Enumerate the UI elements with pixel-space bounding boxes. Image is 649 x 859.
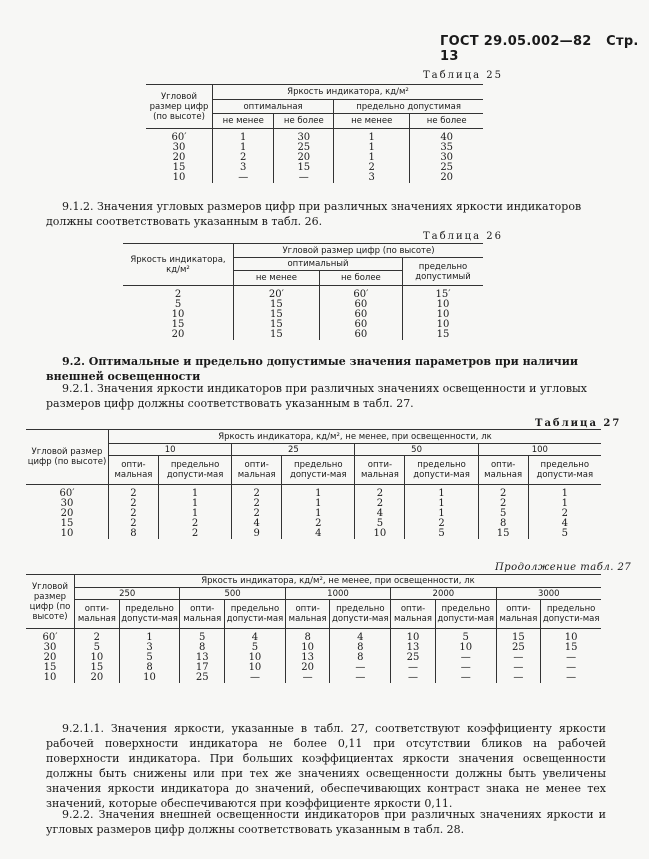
table27c-level: 3000 (496, 588, 601, 600)
table26-sub2: предельно допустимый (403, 258, 484, 286)
pred-header: предельно допусти-мая (119, 600, 180, 629)
table-row (26, 509, 601, 519)
table-cell: 1 (158, 499, 231, 509)
page-header (440, 34, 649, 64)
table-cell: 30 (274, 133, 334, 143)
table26-sub1: оптимальный (234, 258, 403, 271)
table-cell: 5 (225, 643, 286, 653)
table-cell: — (330, 673, 391, 683)
table-cell: 30 (410, 153, 483, 163)
table-cell: — (496, 653, 541, 663)
table-cell: 15 (75, 663, 120, 673)
table-cell: 2 (109, 509, 159, 519)
table-cell: — (213, 173, 274, 183)
table-cell: 10 (225, 663, 286, 673)
table-cell: 5 (355, 519, 405, 529)
table-cell: 5 (435, 633, 496, 643)
table-cell: 3 (213, 163, 274, 173)
table-cell: 10 (285, 643, 330, 653)
table-cell: 1 (334, 153, 410, 163)
row-header-cell: 20 (171, 329, 185, 340)
table-cell: 13 (180, 653, 225, 663)
table-cell: 13 (391, 643, 436, 653)
table-cell: 2 (213, 153, 274, 163)
table-cell: 9 (232, 529, 282, 539)
table-cell: 8 (330, 653, 391, 663)
table-cell: 60 (319, 320, 402, 330)
table25-stub: Угловой размер цифр (по высоте) (146, 85, 213, 129)
table-cell: 10 (435, 643, 496, 653)
table-cell: 5 (119, 653, 180, 663)
table-row (146, 173, 483, 183)
table-27-continued (26, 574, 601, 683)
section-9-2-heading: 9.2. Оптимальные и предельно допустимые значения параметров при наличии внешней освещенности (46, 355, 579, 383)
pred-header: предельно допусти-мая (435, 600, 496, 629)
table-cell: 20 (285, 663, 330, 673)
table-cell: 1 (119, 633, 180, 643)
table-cell: 15′ (403, 290, 484, 300)
table-26 (123, 243, 483, 340)
table26-body (123, 286, 483, 341)
table-cell: 20 (410, 173, 483, 183)
table-cell: 10 (403, 310, 484, 320)
table25-col: не более (410, 114, 483, 129)
table-cell: — (391, 663, 436, 673)
table25-col: не более (274, 114, 334, 129)
table-cell: — (541, 663, 601, 673)
row-header-cell: 60′ (59, 488, 75, 499)
table-cell: 1 (158, 489, 231, 499)
table-cell: 15 (234, 300, 320, 310)
table-cell: — (285, 673, 330, 683)
table-row (26, 499, 601, 509)
table-cell: — (225, 673, 286, 683)
table-cell: 1 (405, 499, 478, 509)
table-cell: 5 (528, 529, 601, 539)
row-header-cell: 20 (172, 152, 186, 163)
table25-col: не менее (213, 114, 274, 129)
table-cell: 5 (478, 509, 528, 519)
table-cell: 15 (234, 320, 320, 330)
table-cell: 8 (478, 519, 528, 529)
table-cell: 4 (330, 633, 391, 643)
opt-header: опти-мальная (285, 600, 330, 629)
table-cell: 60 (319, 300, 402, 310)
table-cell: 2 (109, 489, 159, 499)
pred-header: предельно допусти-мая (528, 456, 601, 485)
table-cell: 25 (410, 163, 483, 173)
table27c-level: 2000 (391, 588, 496, 600)
table-cell: 1 (213, 143, 274, 153)
pred-header: предельно допусти-мая (225, 600, 286, 629)
row-header-cell: 10 (171, 309, 185, 320)
table-cell: 2 (334, 163, 410, 173)
table-cell: — (274, 173, 334, 183)
pred-header: предельно допусти-мая (158, 456, 231, 485)
row-header-cell: 2 (174, 289, 182, 300)
row-header-cell: 5 (174, 299, 182, 310)
doc-code: ГОСТ 29.05.002—82 (440, 34, 592, 49)
table27c-label: Продолжение табл. 27 (495, 562, 632, 573)
table-cell: 40 (410, 133, 483, 143)
table-cell: 15 (541, 643, 601, 653)
table-row (146, 153, 483, 163)
table27-level: 100 (478, 444, 601, 456)
table-cell: 8 (285, 633, 330, 643)
table-cell: — (496, 663, 541, 673)
table-cell: — (496, 673, 541, 683)
table-cell: 1 (405, 509, 478, 519)
table-row (26, 489, 601, 499)
row-header-cell: 10 (43, 672, 57, 683)
table-cell: 1 (158, 509, 231, 519)
table-cell: 1 (334, 133, 410, 143)
table25-label: Таблица 25 (423, 70, 503, 81)
paragraph-9-2-2: 9.2.2. Значения внешней освещенности индикаторов при различных значениях яркости и угловых размеров цифр должны соответствовать указанным в табл. 28. (46, 808, 606, 836)
opt-header: опти-мальная (355, 456, 405, 485)
table-cell: 60 (319, 310, 402, 320)
table-cell: 10 (225, 653, 286, 663)
table-cell: 2 (405, 519, 478, 529)
table-cell: 1 (282, 509, 355, 519)
table-cell: 10 (391, 633, 436, 643)
row-header-cell: 30 (172, 142, 186, 153)
opt-header: опти-мальная (180, 600, 225, 629)
table26-label: Таблица 26 (423, 231, 503, 242)
table-cell: 8 (119, 663, 180, 673)
opt-header: опти-мальная (496, 600, 541, 629)
table-cell: 4 (282, 529, 355, 539)
pred-header: предельно допусти-мая (405, 456, 478, 485)
table-cell: 2 (355, 489, 405, 499)
table-cell: 60′ (319, 290, 402, 300)
table-cell: — (541, 653, 601, 663)
table-cell: 10 (75, 653, 120, 663)
table27c-group: Яркость индикатора, кд/м², не менее, при освещенности, лк (75, 575, 602, 588)
table-row (146, 133, 483, 143)
opt-header: опти-мальная (109, 456, 159, 485)
table-row (26, 673, 601, 683)
table-cell: 2 (158, 529, 231, 539)
table27c-stub: Угловой размер цифр (по высоте) (26, 575, 75, 629)
table27-body (26, 485, 601, 540)
table-cell: 1 (528, 499, 601, 509)
table27-stub: Угловой размер цифр (по высоте) (26, 430, 109, 485)
row-header-cell: 30 (43, 642, 57, 653)
table27-level: 25 (232, 444, 355, 456)
row-header-cell: 60′ (42, 632, 58, 643)
table-cell: 3 (334, 173, 410, 183)
table25-col: не менее (334, 114, 410, 129)
table25-group: Яркость индикатора, кд/м² (213, 85, 484, 100)
table-cell: 4 (225, 633, 286, 643)
row-header-cell: 15 (43, 662, 57, 673)
table-cell: — (541, 673, 601, 683)
table-cell: 4 (232, 519, 282, 529)
table-cell: 2 (528, 509, 601, 519)
table-cell: 15 (496, 633, 541, 643)
table-cell: 4 (528, 519, 601, 529)
table-cell: 15 (478, 529, 528, 539)
table25-sub2: предельно допустимая (334, 100, 483, 114)
table25-body (146, 129, 483, 184)
table-cell: 1 (405, 489, 478, 499)
table-row (26, 519, 601, 529)
table-cell: 5 (75, 643, 120, 653)
table-cell: 2 (232, 509, 282, 519)
table27-group: Яркость индикатора, кд/м², не менее, при освещенности, лк (109, 430, 602, 444)
table-cell: 2 (232, 499, 282, 509)
table-cell: 15 (234, 310, 320, 320)
table-cell: 1 (334, 143, 410, 153)
table-cell: 2 (282, 519, 355, 529)
paragraph-9-2-1-1: 9.2.1.1. Значения яркости, указанные в табл. 27, соответствуют коэффициенту яркости рабочей поверхности индикатора не более 0,11 при отсутствии бликов на рабочей поверхности индикатора. При больших коэффициентах яркости значения освещенности должны быть снижены или при тех же значениях освещенности должны быть увеличены значения яркости индикатора до значений, обеспечивающих контраст знака не менее тех значений, которые обеспечиваются при коэффициенте яркости 0,11. (46, 722, 606, 810)
table-cell: 25 (180, 673, 225, 683)
table27-level: 10 (109, 444, 232, 456)
table26-col: не более (319, 271, 402, 286)
table-cell: — (391, 673, 436, 683)
table-cell: 25 (274, 143, 334, 153)
table-cell: 1 (282, 499, 355, 509)
row-header-cell: 20 (43, 652, 57, 663)
table27c-level: 250 (75, 588, 180, 600)
table-cell: 4 (355, 509, 405, 519)
table-cell: 15 (234, 330, 320, 340)
pred-header: предельно допусти-мая (330, 600, 391, 629)
table-cell: 10 (403, 320, 484, 330)
table26-col: не менее (234, 271, 320, 286)
table-cell: 20 (274, 153, 334, 163)
table-cell: 25 (391, 653, 436, 663)
table-cell: 10 (119, 673, 180, 683)
row-header-cell: 30 (60, 498, 74, 509)
table-row (123, 330, 483, 340)
table-cell: 2 (109, 499, 159, 509)
table-cell: — (435, 673, 496, 683)
table-cell: — (435, 653, 496, 663)
table-cell: 8 (109, 529, 159, 539)
table-row (146, 143, 483, 153)
table-cell: 2 (355, 499, 405, 509)
table27-label: Таблица 27 (535, 418, 622, 429)
table-cell: 2 (75, 633, 120, 643)
table-cell: — (330, 663, 391, 673)
table-row (146, 163, 483, 173)
table-cell: 10 (355, 529, 405, 539)
pred-header: предельно допусти-мая (282, 456, 355, 485)
table-row (26, 529, 601, 539)
row-header-cell: 10 (60, 528, 74, 539)
table27c-body (26, 629, 601, 684)
table-cell: 1 (282, 489, 355, 499)
table-cell: 1 (213, 133, 274, 143)
table-cell: 2 (478, 489, 528, 499)
table-cell: 10 (403, 300, 484, 310)
table-27 (26, 429, 601, 539)
table-cell: 13 (285, 653, 330, 663)
opt-header: опти-мальная (391, 600, 436, 629)
table-cell: 60 (319, 330, 402, 340)
table-cell: 17 (180, 663, 225, 673)
table-cell: 8 (330, 643, 391, 653)
row-header-cell: 15 (172, 162, 186, 173)
row-header-cell: 10 (172, 172, 186, 183)
row-header-cell: 15 (60, 518, 74, 529)
table25-sub1: оптимальная (213, 100, 334, 114)
opt-header: опти-мальная (478, 456, 528, 485)
table-cell: 10 (541, 633, 601, 643)
table27c-level: 1000 (285, 588, 390, 600)
table-cell: 20′ (234, 290, 320, 300)
pred-header: предельно допусти-мая (541, 600, 601, 629)
table-cell: 2 (478, 499, 528, 509)
opt-header: опти-мальная (232, 456, 282, 485)
table-cell: 3 (119, 643, 180, 653)
table26-stub: Яркость индикатора, кд/м² (123, 244, 234, 286)
table-cell: 5 (180, 633, 225, 643)
paragraph-9-1-2: 9.1.2. Значения угловых размеров цифр при различных значениях яркости индикаторов должны соответствовать указанным в табл. 26. (46, 200, 582, 228)
table-cell: 5 (405, 529, 478, 539)
table27c-level: 500 (180, 588, 285, 600)
table-cell: 15 (403, 330, 484, 340)
table-cell: 2 (232, 489, 282, 499)
page-number: Стр. 13 (440, 34, 639, 64)
opt-header: опти-мальная (75, 600, 120, 629)
paragraph-9-2-1: 9.2.1. Значения яркости индикаторов при различных значениях освещенности и угловых размеров цифр должны соответствовать указанным в табл. 27. (46, 382, 587, 410)
table-cell: 2 (158, 519, 231, 529)
row-header-cell: 60′ (171, 132, 187, 143)
table-cell: 25 (496, 643, 541, 653)
table-cell: 2 (109, 519, 159, 529)
row-header-cell: 20 (60, 508, 74, 519)
table-cell: 20 (75, 673, 120, 683)
table-cell: 35 (410, 143, 483, 153)
table-cell: 15 (274, 163, 334, 173)
row-header-cell: 15 (171, 319, 185, 330)
table-cell: 1 (528, 489, 601, 499)
table-cell: 8 (180, 643, 225, 653)
table26-group: Угловой размер цифр (по высоте) (234, 244, 484, 258)
table-cell: — (435, 663, 496, 673)
table27-level: 50 (355, 444, 478, 456)
table-25 (146, 84, 483, 183)
